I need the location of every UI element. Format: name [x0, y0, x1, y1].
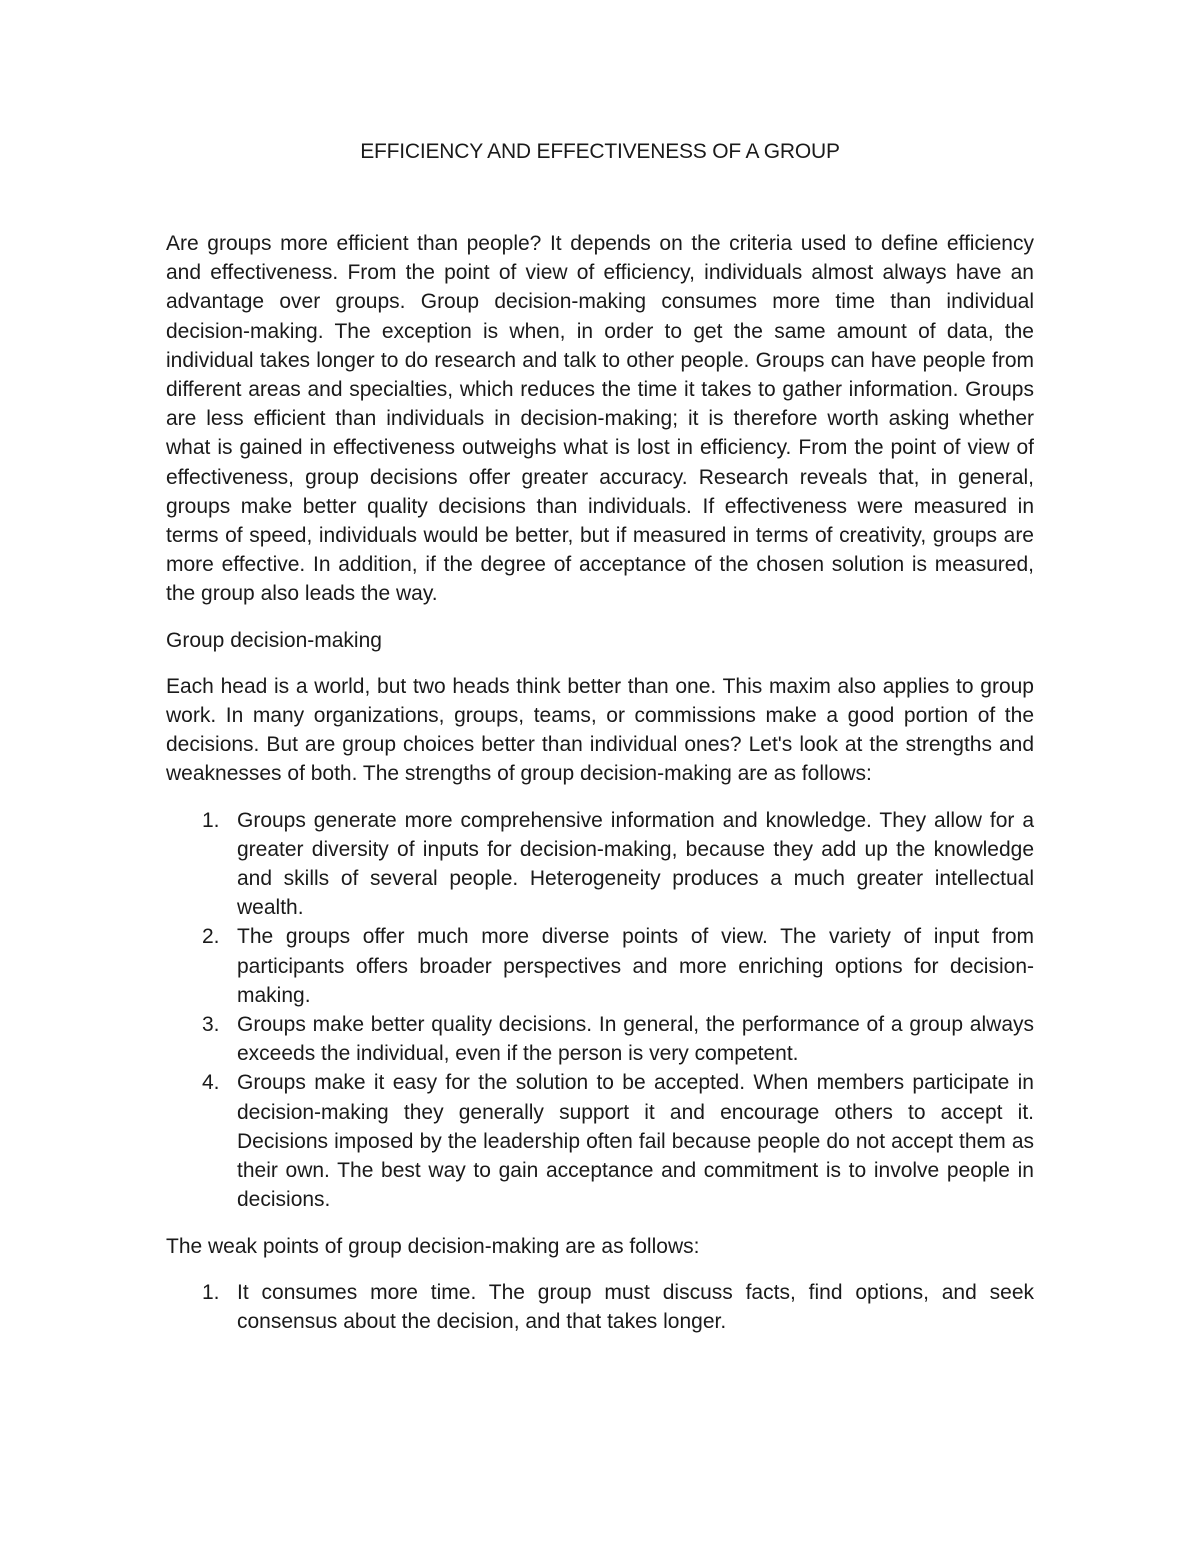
- list-item-text: Groups generate more comprehensive information and knowledge. They allow for a greater diversity of inputs for decision-making, because they add up the knowledge and skills of several people. Heterogeneity produces a much greater intellectual wealth.: [237, 808, 1034, 920]
- list-item-text: Groups make it easy for the solution to be accepted. When members participate in decision-making they generally support it and encourage others to accept it. Decisions imposed by the leadership often fail because people do not accept them as their own. The best way to gain acceptance and commitment is to involve people in decisions.: [237, 1071, 1034, 1212]
- intro-paragraph: Are groups more efficient than people? It depends on the criteria used to define efficiency and effectiveness. From the point of view of efficiency, individuals almost always have an advantage over groups. Group decision-making consumes more time than individual decision-making. The exception is when, in order to get the same amount of data, the individual takes longer to do research and talk to other people. Groups can have people from different areas and specialties, which reduces the time it takes to gather information. Groups are less efficient than individuals in decision-making; it is therefore worth asking whether what is gained in effectiveness outweighs what is lost in efficiency. From the point of view of effectiveness, group decisions offer greater accuracy. Research reveals that, in general, groups make better quality decisions than individuals. If effectiveness were measured in terms of speed, individuals would be better, but if measured in terms of creativity, groups are more effective. In addition, if the degree of acceptance of the chosen solution is measured, the group also leads the way.: [166, 232, 1034, 606]
- list-item: [166, 1278, 1034, 1336]
- list-item: [166, 922, 1034, 1010]
- list-item: [166, 1010, 1034, 1068]
- weaknesses-list: [166, 1278, 1034, 1336]
- weak-points-intro: The weak points of group decision-making are as follows:: [166, 1234, 700, 1258]
- list-item-text: The groups offer much more diverse points of view. The variety of input from participants offers broader perspectives and more enriching options for decision-making.: [237, 925, 1034, 1007]
- list-item-text: Groups make better quality decisions. In general, the performance of a group always exceeds the individual, even if the person is very competent.: [237, 1013, 1034, 1066]
- section-paragraph: Each head is a world, but two heads think better than one. This maxim also applies to group work. In many organizations, groups, teams, or commissions make a good portion of the decisions. But are group choices better than individual ones? Let's look at the strengths and weaknesses of both. The strengths of group decision-making are as follows:: [166, 674, 1034, 786]
- list-item: [166, 806, 1034, 923]
- document-page: [166, 137, 1034, 1336]
- list-item-number: 2.: [202, 925, 220, 949]
- list-item-number: 4.: [202, 1071, 220, 1095]
- list-item-text: It consumes more time. The group must discuss facts, find options, and seek consensus about the decision, and that takes longer.: [237, 1280, 1034, 1333]
- strengths-list: [166, 806, 1034, 1215]
- document-title: EFFICIENCY AND EFFECTIVENESS OF A GROUP: [360, 140, 840, 163]
- list-item-number: 3.: [202, 1013, 220, 1037]
- list-item: [166, 1068, 1034, 1214]
- list-item-number: 1.: [202, 808, 220, 832]
- section-heading: Group decision-making: [166, 628, 382, 652]
- list-item-number: 1.: [202, 1280, 220, 1304]
